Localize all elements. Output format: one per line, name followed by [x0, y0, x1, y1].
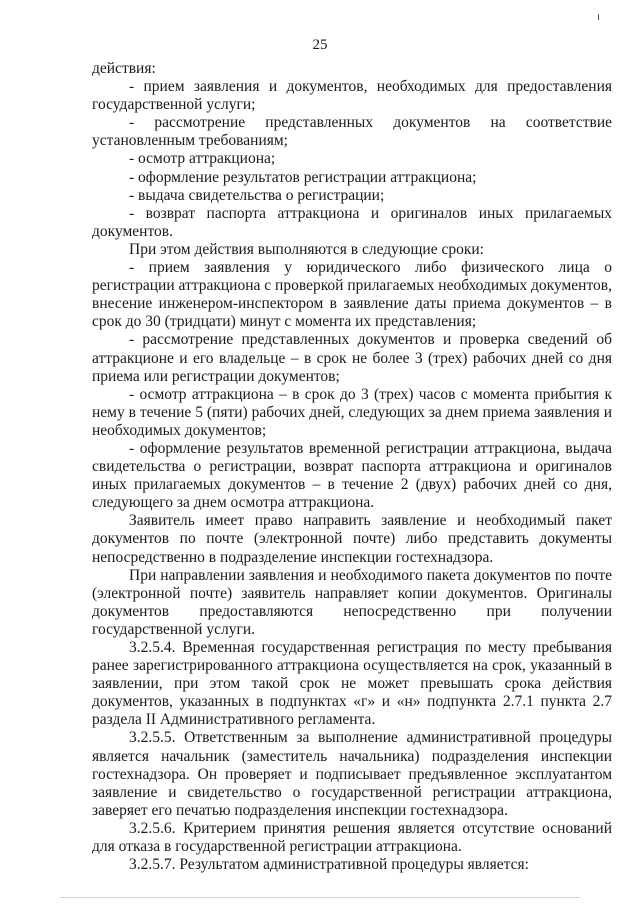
paragraph: - возврат паспорта аттракциона и оригиналов иных прилагаемых документов.	[92, 204, 612, 240]
paragraph: - оформление результатов временной регистрации аттракциона, выдача свидетельства о регистрации, возврат паспорта аттракциона и оригиналов иных прилагаемых документов – в течение 2 (двух) рабочих дней со дня, следующего за днем осмотра аттракциона.	[92, 439, 612, 512]
paragraph: При направлении заявления и необходимого пакета документов по почте (электронной почте) заявитель направляет копии документов. Оригиналы документов предоставляются непосредственно при получении государственной услуги.	[92, 566, 612, 638]
scan-mark	[60, 897, 580, 898]
paragraph: - прием заявления у юридического либо физического лица о регистрации аттракциона с проверкой прилагаемых необходимых документов, внесение инженером-инспектором в заявление даты приема документов – в срок до 30 (тридцати) минут с момента их представления;	[92, 259, 612, 331]
paragraph: 3.2.5.6. Критерием принятия решения является отсутствие оснований для отказа в государственной регистрации аттракциона.	[92, 819, 612, 856]
paragraph: - выдача свидетельства о регистрации;	[129, 186, 385, 204]
paragraph: При этом действия выполняются в следующие сроки:	[129, 240, 484, 258]
paragraph: 3.2.5.4. Временная государственная регистрация по месту пребывания ранее зарегистрированного аттракциона осуществляется на срок, указанный в заявлении, при этом такой срок не может превышать срока действия документов, указанных в подпунктах «г» и «н» подпункта 2.7.1 пункта 2.7 раздела II Административного регламента.	[92, 639, 612, 729]
paragraph: 3.2.5.7. Результатом административной процедуры является:	[129, 856, 529, 874]
paragraph: - осмотр аттракциона – в срок до 3 (трех) часов с момента прибытия к нему в течение 5 (пяти) рабочих дней, следующих за днем приема заявления и необходимых документов;	[92, 385, 612, 439]
paragraph: - прием заявления и документов, необходимых для предоставления государственной услуги;	[92, 78, 612, 114]
document-body	[92, 60, 612, 874]
paragraph: - оформление результатов регистрации аттракциона;	[129, 168, 477, 186]
scan-mark	[598, 14, 599, 20]
paragraph: 3.2.5.5. Ответственным за выполнение административной процедуры является начальник (заместитель начальника) подразделения инспекции гостехнадзора. Он проверяет и подписывает предъявленное эксплуатантом заявление и свидетельство о государственной регистрации аттракциона, заверяет его печатью подразделения инспекции гостехнадзора.	[92, 729, 612, 819]
paragraph: Заявитель имеет право направить заявление и необходимый пакет документов по почте (электронной почте) либо представить документы непосредственно в подразделение инспекции гостехнадзора.	[92, 512, 612, 566]
paragraph: - осмотр аттракциона;	[129, 150, 276, 168]
paragraph: - рассмотрение представленных документов на соответствие установленным требованиям;	[92, 114, 612, 150]
page-number: 25	[312, 37, 328, 53]
paragraph: - рассмотрение представленных документов и проверка сведений об аттракционе и его владельце – в срок не более 3 (трех) рабочих дней со дня приема или регистрации документов;	[92, 331, 612, 385]
paragraph: действия:	[92, 60, 156, 77]
